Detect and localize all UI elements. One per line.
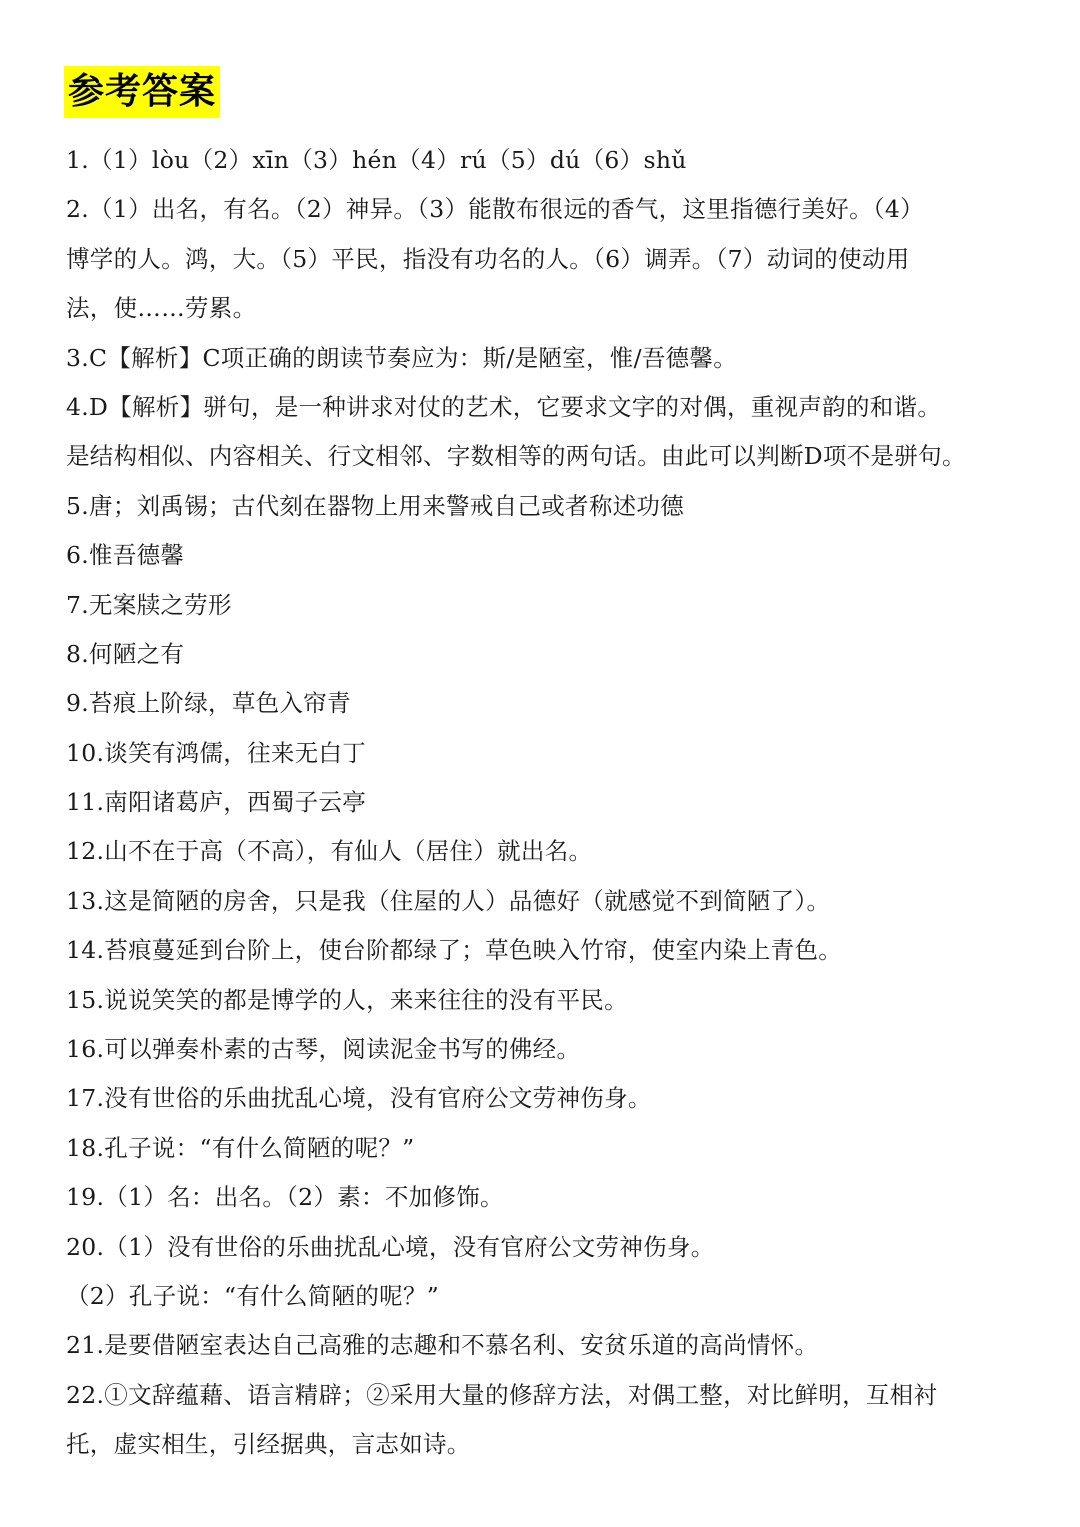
- answer-line: 是结构相似、内容相关、行文相邻、字数相等的两句话。由此可以判断D项不是骈句。: [66, 442, 966, 471]
- answer-line: 博学的人。鸿，大。（5）平民，指没有功名的人。（6）调弄。（7）动词的使动用: [66, 244, 910, 273]
- answer-line: 14.苔痕蔓延到台阶上，使台阶都绿了；草色映入竹帘，使室内染上青色。: [66, 936, 843, 965]
- answer-list: [66, 136, 1016, 1470]
- answer-line: 16.可以弹奏朴素的古琴，阅读泥金书写的佛经。: [66, 1035, 581, 1064]
- answer-line: 4.D【解析】骈句，是一种讲求对仗的艺术，它要求文字的对偶，重视声韵的和谐。: [66, 392, 942, 421]
- answer-line: 22.①文辞蕴藉、语言精辟；②采用大量的修辞方法，对偶工整，对比鲜明，互相衬: [66, 1380, 938, 1409]
- answer-line: 21.是要借陋室表达自己高雅的志趣和不慕名利、安贫乐道的高尚情怀。: [66, 1331, 819, 1360]
- answer-line: 15.说说笑笑的都是博学的人，来来往往的没有平民。: [66, 985, 628, 1014]
- answer-line: 13.这是简陋的房舍，只是我（住屋的人）品德好（就感觉不到简陋了）。: [66, 886, 831, 915]
- answer-line: 1.（1）lòu（2）xīn（3）hén（4）rú（5）dú（6）shǔ: [66, 146, 687, 174]
- answer-line: 托，虚实相生，引经据典，言志如诗。: [66, 1430, 471, 1459]
- answer-line: 5.唐；刘禹锡；古代刻在器物上用来警戒自己或者称述功德: [66, 491, 685, 520]
- answer-line: 9.苔痕上阶绿，草色入帘青: [66, 689, 351, 718]
- answer-line: 8.何陋之有: [66, 639, 185, 668]
- answer-line: 10.谈笑有鸿儒，往来无白丁: [66, 738, 367, 767]
- answer-line: 法，使……劳累。: [66, 294, 257, 323]
- answer-line: 12.山不在于高（不高），有仙人（居住）就出名。: [66, 837, 593, 866]
- answer-line: （2）孔子说：“有什么简陋的呢？”: [66, 1281, 440, 1310]
- answer-line: 19.（1）名：出名。（2）素：不加修饰。: [66, 1183, 504, 1212]
- answer-line: 11.南阳诸葛庐，西蜀子云亭: [66, 788, 367, 817]
- answer-line: 17.没有世俗的乐曲扰乱心境，没有官府公文劳神伤身。: [66, 1084, 652, 1113]
- answer-line: 18.孔子说：“有什么简陋的呢？”: [66, 1133, 415, 1162]
- answer-line: 7.无案牍之劳形: [66, 590, 232, 619]
- page-title: 参考答案: [64, 66, 220, 118]
- answer-line: 2.（1）出名，有名。（2）神异。（3）能散布很远的香气，这里指德行美好。（4）: [66, 195, 924, 224]
- answer-line: 3.C【解析】C项正确的朗读节奏应为：斯/是陋室，惟/吾德馨。: [66, 343, 738, 372]
- answer-line: 6.惟吾德馨: [66, 541, 185, 570]
- answer-line: 20.（1）没有世俗的乐曲扰乱心境，没有官府公文劳神伤身。: [66, 1232, 715, 1261]
